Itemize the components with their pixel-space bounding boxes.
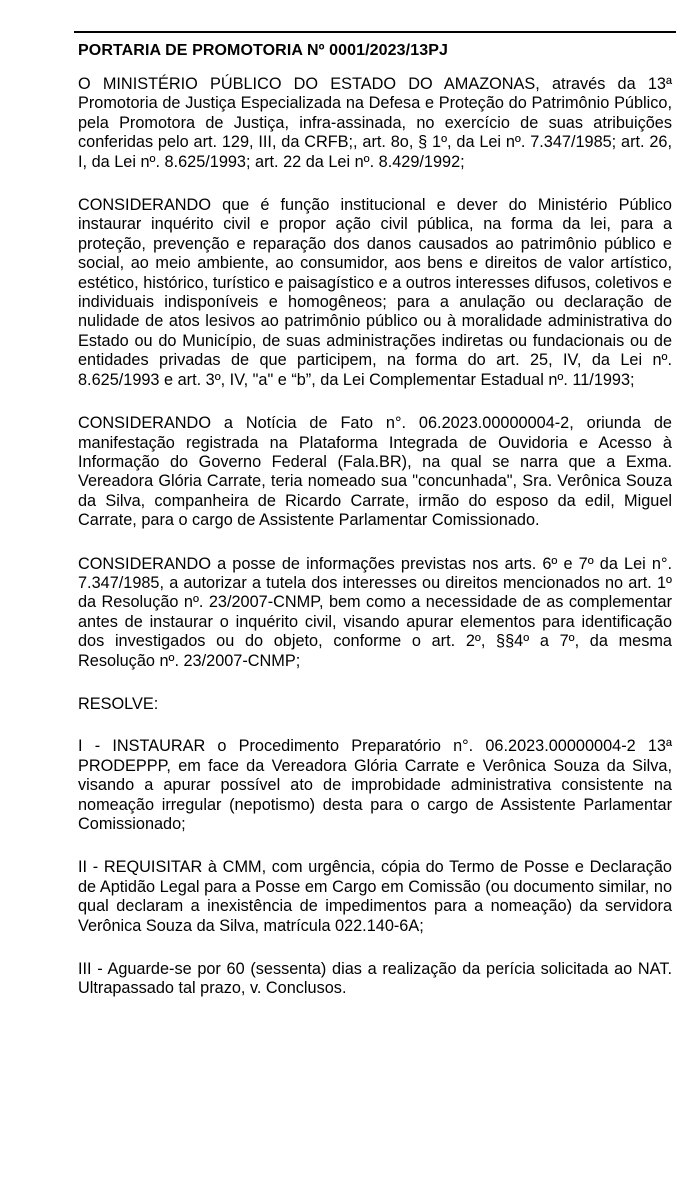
resolution-item-1: I - INSTAURAR o Procedimento Preparatório n°. 06.2023.00000004-2 13ª PRODEPPP, em face da Vereadora Glória Carrate e Verônica Souza da Silva, visando a apurar possível ato de improbidade administrativa consistente na nomeação irregular (nepotismo) desta para o cargo de Assistente Parlamentar Comissionado; — [78, 737, 672, 833]
considering-paragraph-2: CONSIDERANDO a Notícia de Fato n°. 06.2023.00000004-2, oriunda de manifestação registrada na Plataforma Integrada de Ouvidoria e Acesso à Informação do Governo Federal (Fala.BR), na qual se narra que a Exma. Vereadora Glória Carrate, teria nomeado sua "concunhada", Sra. Verônica Souza da Silva, companheira de Ricardo Carrate, irmão do esposo da edil, Miguel Carrate, para o cargo de Assistente Parlamentar Comissionado. — [78, 414, 672, 530]
document-page — [78, 31, 672, 1023]
resolution-item-3: III - Aguarde-se por 60 (sessenta) dias a realização da perícia solicitada ao NAT. Ultrapassado tal prazo, v. Conclusos. — [78, 960, 672, 998]
considering-paragraph-1: CONSIDERANDO que é função institucional e dever do Ministério Público instaurar inquérito civil e propor ação civil pública, na forma da lei, para a proteção, prevenção e reparação dos danos causados ao patrimônio público e social, ao meio ambiente, ao consumidor, aos bens e direitos de valor artístico, estético, histórico, turístico e paisagístico e a outros interesses difusos, coletivos e individuais indisponíveis e homogêneos; para a anulação ou declaração de nulidade de atos lesivos ao patrimônio público ou à moralidade administrativa do Estado ou do Município, de suas administrações indiretas ou fundacionais ou de entidades privadas de que participem, na forma do art. 25, IV, da Lei nº. 8.625/1993 e art. 3º, IV, "a" e “b”, da Lei Complementar Estadual nº. 11/1993; — [78, 196, 672, 389]
document-title: PORTARIA DE PROMOTORIA Nº 0001/2023/13PJ — [78, 42, 448, 59]
top-rule — [74, 31, 676, 33]
preamble-paragraph: O MINISTÉRIO PÚBLICO DO ESTADO DO AMAZONAS, através da 13ª Promotoria de Justiça Especializada na Defesa e Proteção do Patrimônio Público, pela Promotora de Justiça, infra-assinada, no exercício de suas atribuições conferidas pelo art. 129, III, da CRFB;, art. 8o, § 1º, da Lei nº. 7.347/1985; art. 26, I, da Lei nº. 8.625/1993; art. 22 da Lei nº. 8.429/1992; — [78, 75, 672, 171]
considering-paragraph-3: CONSIDERANDO a posse de informações previstas nos arts. 6º e 7º da Lei n°. 7.347/1985, a autorizar a tutela dos interesses ou direitos mencionados no art. 1º da Resolução nº. 23/2007-CNMP, bem como a necessidade de as complementar antes de instaurar o inquérito civil, visando apurar elementos para identificação dos investigados ou do objeto, conforme o art. 2º, §§4º a 7º, da mesma Resolução nº. 23/2007-CNMP; — [78, 554, 672, 670]
resolve-heading: RESOLVE: — [78, 694, 159, 713]
resolution-item-2: II - REQUISITAR à CMM, com urgência, cópia do Termo de Posse e Declaração de Aptidão Legal para a Posse em Cargo em Comissão (ou documento similar, no qual declaram a inexistência de impedimentos para a nomeação) da servidora Verônica Souza da Silva, matrícula 022.140-6A; — [78, 858, 672, 935]
